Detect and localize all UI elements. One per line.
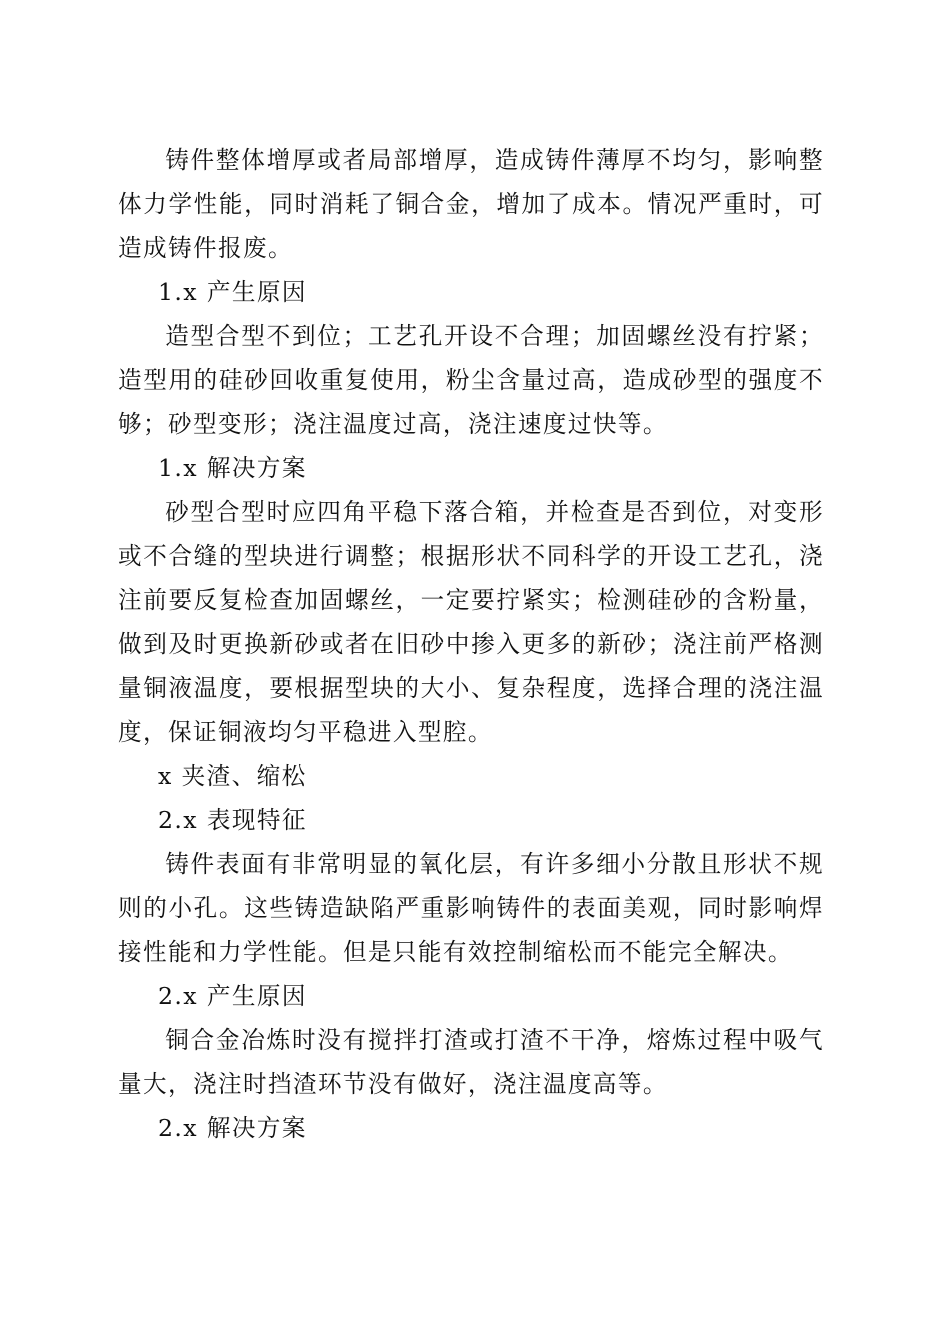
heading-section-2: x 夹渣、缩松 — [158, 762, 307, 790]
heading-solution-2: 2.x 解决方案 — [158, 1114, 307, 1142]
heading-features-2: 2.x 表现特征 — [158, 806, 307, 834]
paragraph-cause-1: 造型合型不到位；工艺孔开设不合理；加固螺丝没有拧紧；造型用的硅砂回收重复使用，粉尘含量过高，造成砂型的强度不够；砂型变形；浇注温度过高，浇注速度过快等。 — [118, 322, 824, 438]
document-body — [118, 138, 824, 1150]
heading-cause-2: 2.x 产生原因 — [158, 982, 307, 1010]
paragraph-cause-2: 铜合金冶炼时没有搅拌打渣或打渣不干净，熔炼过程中吸气量大，浇注时挡渣环节没有做好，浇注温度高等。 — [118, 1026, 824, 1098]
paragraph-features-2: 铸件表面有非常明显的氧化层，有许多细小分散且形状不规则的小孔。这些铸造缺陷严重影响铸件的表面美观，同时影响焊接性能和力学性能。但是只能有效控制缩松而不能完全解决。 — [118, 850, 824, 966]
paragraph-solution-1: 砂型合型时应四角平稳下落合箱，并检查是否到位，对变形或不合缝的型块进行调整；根据形状不同科学的开设工艺孔，浇注前要反复检查加固螺丝，一定要拧紧实；检测硅砂的含粉量，做到及时更换新砂或者在旧砂中掺入更多的新砂；浇注前严格测量铜液温度，要根据型块的大小、复杂程度，选择合理的浇注温度，保证铜液均匀平稳进入型腔。 — [118, 498, 824, 746]
heading-cause-1: 1.x 产生原因 — [158, 278, 307, 306]
heading-solution-1: 1.x 解决方案 — [158, 454, 307, 482]
paragraph-defect-description: 铸件整体增厚或者局部增厚，造成铸件薄厚不均匀，影响整体力学性能，同时消耗了铜合金，增加了成本。情况严重时，可造成铸件报废。 — [118, 146, 824, 262]
